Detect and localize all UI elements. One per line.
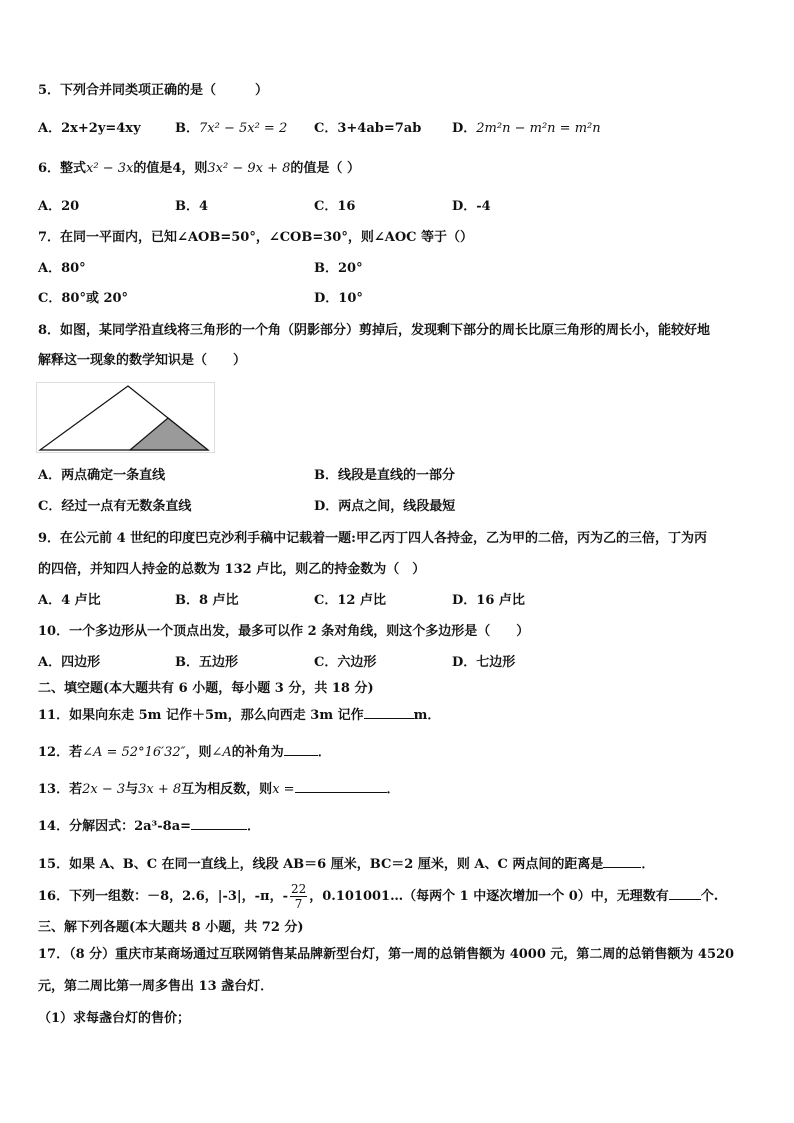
q14-answer-blank	[191, 817, 247, 830]
q6-stem: 6．整式x² − 3x的值是4，则3x² − 9x + 8的值是（ ）	[38, 161, 360, 176]
q9-stem-line2: 的四倍，并知四人持金的总数为 132 卢比，则乙的持金数为（ ）	[38, 562, 426, 577]
q17-line1: 17．（8 分）重庆市某商场通过互联网销售某品牌新型台灯，第一周的总销售额为 4000 元，第二周的总销售额为 4520	[38, 947, 735, 962]
q8-option-a: A．两点确定一条直线	[38, 468, 166, 483]
q12-answer-blank	[284, 743, 318, 756]
q5-option-c: C．3+4ab=7ab	[314, 121, 422, 136]
q13-answer-blank	[295, 780, 387, 793]
q10-option-b: B．五边形	[175, 655, 238, 670]
section2-heading: 二、填空题(本大题共有 6 小题，每小题 3 分，共 18 分)	[38, 681, 374, 696]
section3-heading: 三、解下列各题(本大题共 8 小题，共 72 分)	[38, 920, 304, 935]
q13: 13．若2x − 3与3x + 8互为相反数，则x = ．	[38, 782, 400, 797]
q9-option-d: D．16 卢比	[452, 593, 525, 608]
q8-option-b: B．线段是直线的一部分	[314, 468, 455, 483]
q17-line2: 元，第二周比第一周多售出 13 盏台灯．	[38, 979, 274, 994]
q8-option-d: D．两点之间，线段最短	[314, 499, 456, 514]
q7-option-a: A．80°	[38, 261, 86, 276]
q5-stem: 5．下列合并同类项正确的是（ ）	[38, 83, 269, 98]
q15-answer-blank	[603, 855, 641, 868]
shaded-cut-corner	[130, 418, 208, 450]
q7-stem: 7．在同一平面内，已知∠AOB=50°，∠COB=30°，则∠AOC 等于（）	[38, 230, 474, 245]
q7-option-d: D．10°	[314, 291, 363, 306]
q11: 11．如果向东走 5m 记作＋5m，那么向西走 3m 记作 m．	[38, 708, 441, 723]
q6-option-b: B．4	[175, 199, 209, 214]
q16: 16．下列一组数：－8，2.6，|-3|，-π，- $\frac{22}{7}$ ，0.101001…（每两个 1 中逐次增加一个 0）中，无理数有 个.	[38, 882, 719, 911]
q15: 15．如果 A、B、C 在同一直线上，线段 AB＝6 厘米，BC＝2 厘米，则 A、C 两点间的距离是 ．	[38, 857, 655, 872]
q9-option-c: C．12 卢比	[314, 593, 386, 608]
q5-option-a: A．2x+2y=4xy	[38, 121, 141, 136]
q16-answer-blank	[669, 887, 701, 900]
q7-option-c: C．80°或 20°	[38, 291, 129, 306]
q17-sub1: （1）求每盏台灯的售价；	[38, 1011, 191, 1026]
q10-option-d: D．七边形	[452, 655, 516, 670]
q5-option-b: B．7x² − 5x² = 2	[175, 121, 288, 136]
q9-option-b: B．8 卢比	[175, 593, 239, 608]
q8-triangle-figure	[36, 382, 216, 454]
q10-option-c: C．六边形	[314, 655, 377, 670]
q14: 14．分解因式：2a³-8a= ．	[38, 819, 261, 834]
q10-stem: 10．一个多边形从一个顶点出发，最多可以作 2 条对角线，则这个多边形是（ ）	[38, 624, 530, 639]
q10-option-a: A．四边形	[38, 655, 101, 670]
fraction-22-over-7: $\frac{22}{7}$	[290, 882, 307, 911]
q6-option-c: C．16	[314, 199, 356, 214]
q7-option-b: B．20°	[314, 261, 363, 276]
q8-stem-line2: 解释这一现象的数学知识是（ ）	[38, 353, 247, 368]
q5-option-d: D．2m²n − m²n = m²n	[452, 121, 601, 136]
q6-option-d: D．-4	[452, 199, 491, 214]
q9-option-a: A．4 卢比	[38, 593, 101, 608]
q8-option-c: C．经过一点有无数条直线	[38, 499, 192, 514]
q9-stem-line1: 9．在公元前 4 世纪的印度巴克沙利手稿中记载着一题:甲乙丙丁四人各持金，乙为甲的二倍，丙为乙的三倍，丁为丙	[38, 531, 707, 546]
q8-stem-line1: 8．如图，某同学沿直线将三角形的一个角（阴影部分）剪掉后，发现剩下部分的周长比原三角形的周长小，能较好地	[38, 323, 711, 338]
q12: 12．若∠A = 52°16′32″，则∠A的补角为 ．	[38, 745, 331, 760]
q6-option-a: A．20	[38, 199, 80, 214]
q11-answer-blank	[364, 706, 414, 719]
